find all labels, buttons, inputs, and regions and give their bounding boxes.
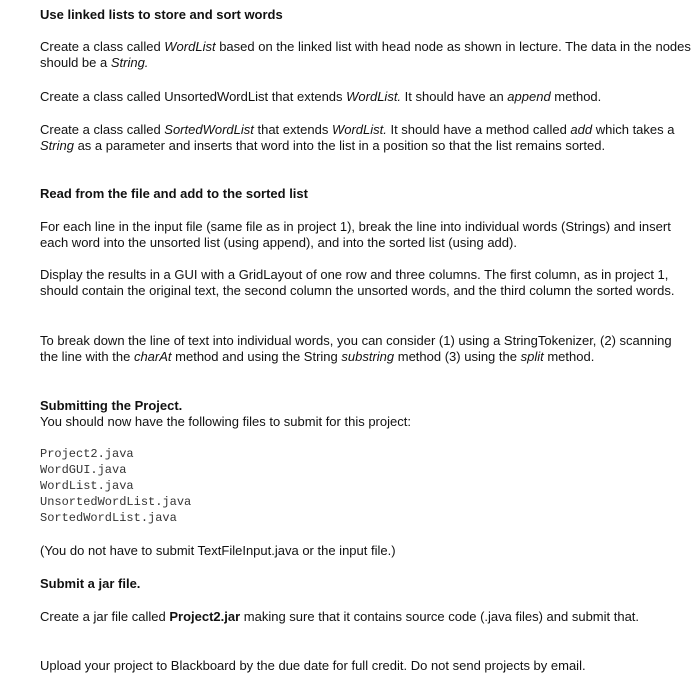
text-run-italic: SortedWordList: [164, 122, 254, 137]
text-run-italic: split: [520, 349, 544, 364]
file-list-item: WordList.java: [40, 479, 134, 493]
text-run: Create a jar file called: [40, 609, 170, 624]
file-list-item: WordGUI.java: [40, 463, 127, 477]
paragraph-upload: Upload your project to Blackboard by the due date for full credit. Do not send projects by email.: [40, 658, 586, 673]
paragraph-input-file: For each line in the input file (same file as in project 1), break the line into individual words (Strings) and insert each word into the unsorted list (using append), and into the sorted list (using add).: [40, 219, 671, 250]
text-run: Create a class called: [40, 39, 165, 54]
text-run-italic: WordList: [164, 39, 216, 54]
text-run: method (3) using the: [394, 349, 521, 364]
text-run: Create a class called: [40, 122, 165, 137]
text-run: It should have an: [401, 89, 508, 104]
paragraph-sorted-class: [40, 122, 692, 154]
paragraph-files-intro: You should now have the following files to submit for this project:: [40, 414, 411, 429]
text-run: To break down the line of text into individual words, you can consider (1) using a StringTokenizer, (2) scanning the line with the: [40, 333, 672, 364]
text-run: that extends: [253, 122, 332, 137]
file-list-item: UnsortedWordList.java: [40, 495, 192, 509]
paragraph-do-not-submit: (You do not have to submit TextFileInput.java or the input file.): [40, 543, 396, 558]
text-run: method and using the String: [171, 349, 342, 364]
paragraph-create-jar: [40, 609, 692, 625]
paragraph-unsorted-class: [40, 89, 692, 105]
text-run-italic: append: [507, 89, 551, 104]
section-heading-jar: Submit a jar file.: [40, 576, 141, 591]
text-run: method.: [543, 349, 595, 364]
file-list-item: Project2.java: [40, 447, 134, 461]
paragraph-gui-display: Display the results in a GUI with a GridLayout of one row and three columns. The first column, as in project 1, should contain the original text, the second column the unsorted words, and the third column the sorted words.: [40, 267, 675, 298]
text-run-italic: WordList.: [346, 89, 402, 104]
text-run-italic: String: [40, 138, 74, 153]
section-heading-submitting: Submitting the Project.: [40, 398, 183, 413]
section-heading-read-file: Read from the file and add to the sorted list: [40, 186, 308, 201]
file-list: [40, 446, 692, 526]
text-run: Create a class called UnsortedWordList that extends: [40, 89, 347, 104]
text-run-italic: WordList.: [331, 122, 387, 137]
section-heading-linked-lists: Use linked lists to store and sort words: [40, 7, 283, 22]
text-run-bold: Project2.jar: [169, 609, 241, 624]
paragraph-break-words: [40, 333, 692, 365]
file-list-item: SortedWordList.java: [40, 511, 177, 525]
text-run-italic: String.: [110, 55, 149, 70]
text-run-italic: substring: [341, 349, 395, 364]
paragraph-wordlist-class: [40, 39, 692, 71]
text-run-italic: charAt: [133, 349, 172, 364]
text-run: method.: [550, 89, 602, 104]
text-run-italic: add: [570, 122, 593, 137]
text-run: which takes a: [592, 122, 675, 137]
text-run: making sure that it contains source code (.java files) and submit that.: [240, 609, 640, 624]
text-run: based on the linked list with head node as shown in lecture. The data in the nodes should be a: [40, 39, 691, 70]
text-run: It should have a method called: [386, 122, 571, 137]
text-run: as a parameter and inserts that word into the list in a position so that the list remains sorted.: [73, 138, 606, 153]
